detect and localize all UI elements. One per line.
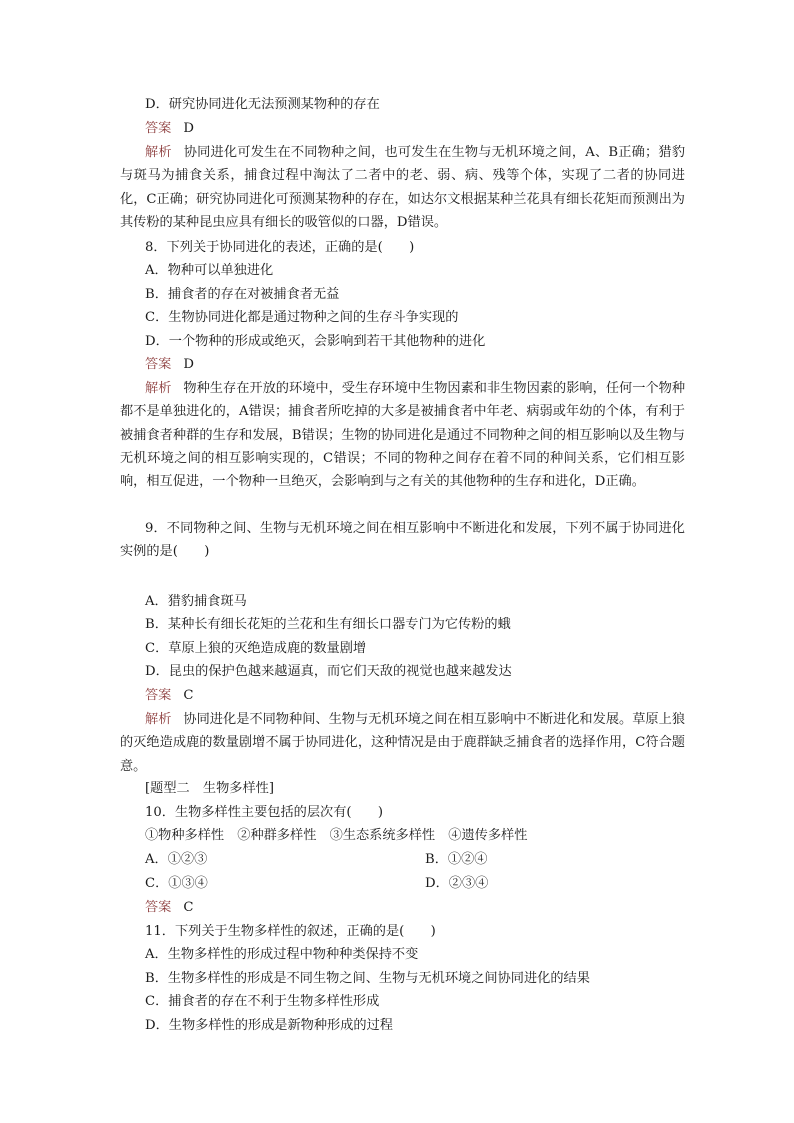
answer-label: 答案 bbox=[145, 900, 172, 915]
q7-analysis bbox=[120, 141, 685, 234]
q9-option-d: D．昆虫的保护色越来越逼真，而它们天敌的视觉也越来越发达 bbox=[145, 664, 512, 679]
q10-stem: 10．生物多样性主要包括的层次有( ) bbox=[145, 805, 384, 820]
q10-answer bbox=[145, 900, 685, 916]
analysis-label: 解析 bbox=[145, 381, 172, 396]
q8-option-a: A．物种可以单独进化 bbox=[145, 263, 274, 278]
q8-option-c: C．生物协同进化都是通过物种之间的生存斗争实现的 bbox=[145, 310, 459, 325]
q8-option-d: D．一个物种的形成或绝灭，会影响到若干其他物种的进化 bbox=[145, 334, 486, 349]
answer-value: D bbox=[183, 357, 194, 372]
q10-option-d: D．②③④ bbox=[425, 876, 489, 891]
q7-answer bbox=[145, 121, 685, 137]
answer-label: 答案 bbox=[145, 121, 172, 136]
q11-option-c: C．捕食者的存在不利于生物多样性形成 bbox=[145, 994, 380, 1009]
q11-option-b: B．生物多样性的形成是不同生物之间、生物与无机环境之间协同进化的结果 bbox=[145, 971, 590, 986]
analysis-text: 物种生存在开放的环境中，受生存环境中生物因素和非生物因素的影响，任何一个物种都不是单独进化的，A错误；捕食者所吃掉的大多是被捕食者中年老、病弱或年幼的个体，有利于被捕食者种群的生存和发展，B错误；生物的协同进化是通过不同物种之间的相互影响以及生物与无机环境之间的相互影响实现的，C错误；不同的物种之间存在着不同的种间关系，它们相互影响，相互促进，一个物种一旦绝灭，会影响到与之有关的其他物种的生存和进化，D正确。 bbox=[120, 381, 686, 490]
section-heading: [题型二 生物多样性] bbox=[145, 781, 274, 796]
answer-value: C bbox=[183, 900, 194, 915]
q8-option-b: B．捕食者的存在对被捕食者无益 bbox=[145, 287, 340, 302]
answer-value: C bbox=[183, 688, 194, 703]
q9-answer bbox=[145, 688, 685, 704]
q9-stem-text: 9．不同物种之间、生物与无机环境之间在相互影响中不断进化和发展，下列不属于协同进化实例的是( ) bbox=[120, 521, 685, 560]
q8-stem: 8．下列关于协同进化的表述，正确的是( ) bbox=[145, 240, 415, 255]
q8-analysis bbox=[120, 377, 685, 493]
q9-analysis bbox=[120, 708, 685, 778]
analysis-text: 协同进化可发生在不同物种之间，也可发生在生物与无机环境之间，A、B正确；猎豹与斑马为捕食关系，捕食过程中淘汰了二者中的老、弱、病、残等个体，实现了二者的协同进化，C正确；研究协同进化可预测某物种的存在，如达尔文根据某种兰花具有细长花矩而预测出为其传粉的某种昆虫应具有细长的吸管似的口器，D错误。 bbox=[120, 145, 686, 230]
q9-option-a: A．猎豹捕食斑马 bbox=[145, 594, 247, 609]
q11-option-a: A．生物多样性的形成过程中物种种类保持不变 bbox=[145, 947, 419, 962]
q10-option-c: C．①③④ bbox=[145, 876, 208, 891]
q9-option-c: C．草原上狼的灭绝造成鹿的数量剧增 bbox=[145, 641, 367, 656]
q9-stem bbox=[120, 517, 685, 564]
answer-value: D bbox=[183, 121, 194, 136]
q8-answer bbox=[145, 357, 685, 373]
answer-label: 答案 bbox=[145, 688, 172, 703]
q7-option-d: D．研究协同进化无法预测某物种的存在 bbox=[145, 97, 380, 112]
analysis-text: 协同进化是不同物种间、生物与无机环境之间在相互影响中不断进化和发展。草原上狼的灭绝造成鹿的数量剧增不属于协同进化，这种情况是由于鹿群缺乏捕食者的选择作用，C符合题意。 bbox=[120, 712, 686, 774]
q11-stem: 11．下列关于生物多样性的叙述，正确的是( ) bbox=[145, 924, 436, 939]
analysis-label: 解析 bbox=[145, 712, 172, 727]
q10-option-b: B．①②④ bbox=[425, 852, 488, 867]
q10-items: ①物种多样性 ②种群多样性 ③生态系统多样性 ④遗传多样性 bbox=[145, 828, 528, 843]
analysis-label: 解析 bbox=[145, 145, 172, 160]
q10-option-a: A．①②③ bbox=[145, 852, 208, 867]
answer-label: 答案 bbox=[145, 357, 172, 372]
q11-option-d: D．生物多样性的形成是新物种形成的过程 bbox=[145, 1018, 393, 1033]
q9-option-b: B．某种长有细长花矩的兰花和生有细长口器专门为它传粉的蛾 bbox=[145, 617, 511, 632]
